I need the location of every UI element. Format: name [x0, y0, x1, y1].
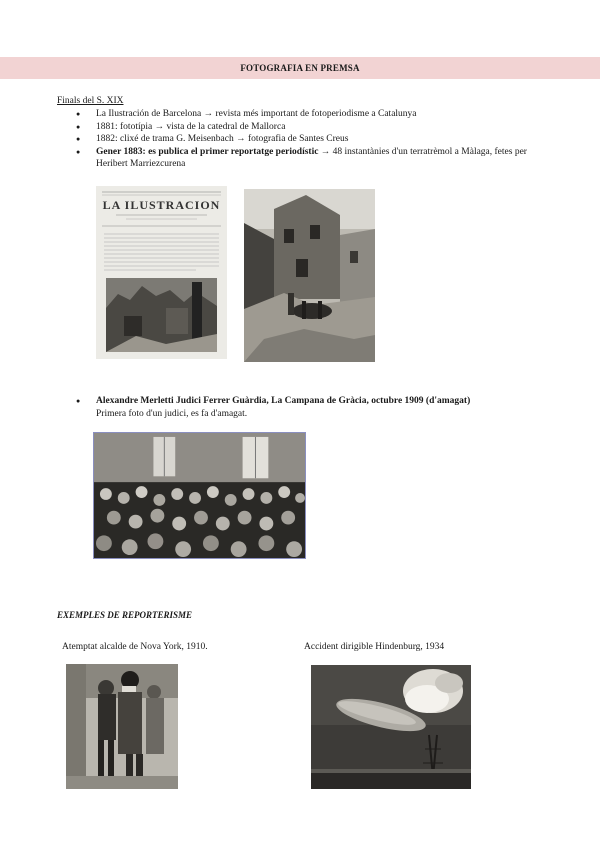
earthquake-graphic [244, 189, 375, 362]
merletti-list [76, 395, 556, 420]
list-item: ● 1881: fototípia → vista de la catedral de Mallorca [76, 121, 556, 134]
list-item: ● Gener 1883: es publica el primer reportatge periodístic → 48 instantànies d'un terratrèmol a Màlaga, fetes per Heribert Marriezcurena [76, 146, 556, 171]
history-list [76, 108, 556, 171]
caption-new-york: Atemptat alcalde de Nova York, 1910. [62, 642, 208, 652]
examples-heading: EXEMPLES DE REPORTERISME [57, 610, 193, 620]
magazine-masthead: LA ILUSTRACION [102, 198, 221, 212]
trial-graphic [94, 433, 305, 558]
page-title: FOTOGRAFIA EN PREMSA [240, 63, 360, 73]
list-item: ● Alexandre Merletti Judici Ferrer Guàrdia, La Campana de Gràcia, octubre 1909 (d'amagat) Primera foto d'un judici, es fa d'amagat. [76, 395, 556, 420]
magazine-scan-image [96, 186, 227, 359]
new-york-graphic [66, 664, 178, 789]
magazine-graphic [96, 186, 227, 359]
title-band [0, 57, 600, 79]
earthquake-street-image [244, 189, 375, 362]
trial-photo-image [93, 432, 306, 559]
section-heading-finals: Finals del S. XIX [57, 96, 124, 106]
list-item: ● La Ilustración de Barcelona → revista més important de fotoperiodisme a Catalunya [76, 108, 556, 121]
hindenburg-image [311, 665, 471, 789]
hindenburg-graphic [311, 665, 471, 789]
list-item: ● 1882: clixé de trama G. Meisenbach → fotografia de Santes Creus [76, 133, 556, 146]
caption-hindenburg: Accident dirigible Hindenburg, 1934 [304, 642, 445, 652]
new-york-mayor-image [66, 664, 178, 789]
